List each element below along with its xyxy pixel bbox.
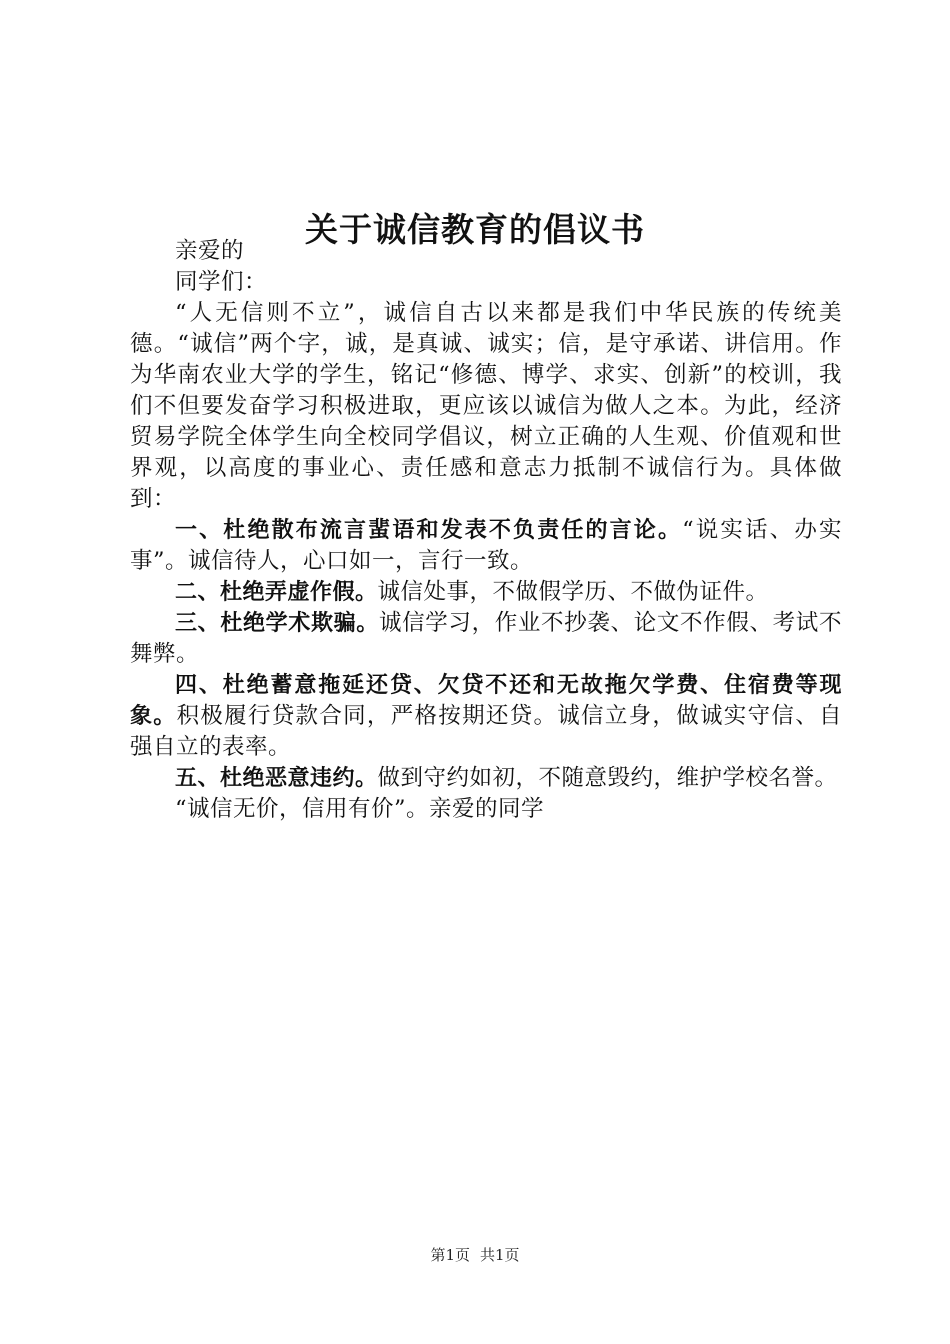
item-paragraph bbox=[130, 670, 842, 763]
item-lead: 五、杜绝恶意违约。 bbox=[175, 766, 378, 791]
page-total: 共1页 bbox=[480, 1246, 520, 1264]
item-lead: 二、杜绝弄虚作假。 bbox=[175, 580, 378, 605]
document-body bbox=[130, 236, 842, 825]
item-text: 诚信学习，作业不抄袭、论文不作假、考试不舞弊。 bbox=[130, 610, 842, 667]
item-text: “说实话、办实事”。诚信待人，心口如一，言行一致。 bbox=[130, 517, 842, 574]
item-text: 积极履行贷款合同，严格按期还贷。诚信立身，做诚实守信、自强自立的表率。 bbox=[130, 703, 842, 760]
item-paragraph bbox=[130, 608, 842, 670]
greeting-line-2: 同学们： bbox=[175, 269, 268, 295]
item-text: 诚信处事，不做假学历、不做伪证件。 bbox=[377, 579, 769, 605]
document-title: 关于诚信教育的倡议书 bbox=[305, 210, 645, 250]
item-lead: 一、杜绝散布流言蜚语和发表不负责任的言论。 bbox=[175, 518, 683, 543]
intro-paragraph: “人无信则不立”，诚信自古以来都是我们中华民族的传统美德。“诚信”两个字，诚，是真诚、诚实；信，是守承诺、讲信用。作为华南农业大学的学生，铭记“修德、博学、求实、创新”的校训，我们不但要发奋学习积极进取，更应该以诚信为做人之本。为此，经济贸易学院全体学生向全校同学倡议，树立正确的人生观、价值观和世界观，以高度的事业心、责任感和意志力抵制不诚信行为。具体做到： bbox=[130, 300, 842, 512]
item-text: 做到守约如初，不随意毁约，维护学校名誉。 bbox=[377, 765, 838, 791]
item-lead: 三、杜绝学术欺骗。 bbox=[175, 611, 379, 636]
greeting-line-1: 亲爱的 bbox=[175, 238, 245, 264]
page-footer bbox=[0, 1245, 950, 1265]
item-paragraph bbox=[130, 763, 842, 794]
item-paragraph bbox=[130, 515, 842, 577]
closing-paragraph: “诚信无价，信用有价”。亲爱的同学 bbox=[175, 796, 545, 822]
item-lead: 四、杜绝蓄意拖延还贷、欠贷不还和无故拖欠学费、住宿费等现象。 bbox=[130, 673, 842, 729]
page-number: 第1页 bbox=[430, 1246, 470, 1264]
item-paragraph bbox=[130, 577, 842, 608]
